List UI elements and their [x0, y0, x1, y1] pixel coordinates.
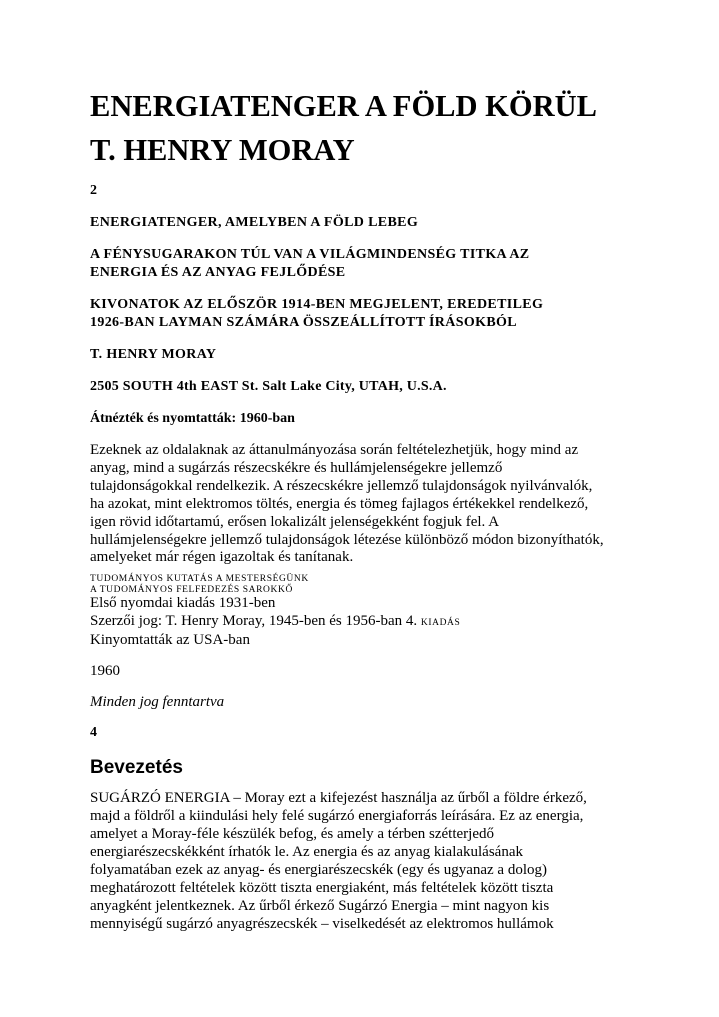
- paragraph-line: ha azokat, mint elektromos töltés, energia és tömeg fajlagos értékekkel rendelkező,: [90, 495, 589, 512]
- paragraph-line: folyamatában ezek az anyag- és energiarészecskék (egy és ugyanaz a dolog): [90, 861, 547, 878]
- paragraph-line: anyagként jelentkeznek. Az űrből érkező Sugárzó Energia – mint nagyon kis: [90, 897, 550, 914]
- author-name: T. HENRY MORAY: [90, 347, 217, 362]
- paragraph-line: Ezeknek az oldalaknak az áttanulmányozása során feltételezhetjük, hogy mind az: [90, 442, 579, 458]
- year: 1960: [90, 662, 120, 679]
- reviewed-note: Átnézték és nyomtatták: 1960-ban: [90, 411, 295, 426]
- excerpt-heading-line: 1926-BAN LAYMAN SZÁMÁRA ÖSSZEÁLLÍTOTT ÍRÁSOKBÓL: [90, 315, 517, 330]
- motto-line: TUDOMÁNYOS KUTATÁS A MESTERSÉGÜNK: [90, 574, 309, 585]
- document-title: ENERGIATENGER A FÖLD KÖRÜL: [90, 89, 598, 123]
- first-print-note: Első nyomdai kiadás 1931-ben: [90, 595, 276, 612]
- paragraph-line: anyag, mind a sugárzás részecskékre és hullámjelenségekre jellemző: [90, 459, 503, 476]
- subtitle: ENERGIATENGER, AMELYBEN A FÖLD LEBEG: [90, 215, 419, 230]
- intro-paragraph: [90, 442, 630, 567]
- motto-line: A TUDOMÁNYOS FELFEDEZÉS SAROKKŐ: [90, 584, 293, 595]
- paragraph-line: meghatározott feltételek között tiszta energiaként, más feltételek között tiszta: [90, 879, 554, 896]
- paragraph-line: SUGÁRZÓ ENERGIA – Moray ezt a kifejezést használja az űrből a földre érkező,: [90, 790, 587, 807]
- section-heading-introduction: Bevezetés: [90, 757, 183, 779]
- excerpt-heading: [90, 296, 630, 332]
- paragraph-line: tulajdonságokkal rendelkezik. A részecskékre jellemző tulajdonságok nyilvánvalók,: [90, 477, 593, 494]
- copyright-note: [90, 613, 630, 633]
- secret-heading-line: A FÉNYSUGARAKON TÚL VAN A VILÁGMINDENSÉG TITKA AZ: [90, 247, 530, 262]
- author-title: T. HENRY MORAY: [90, 133, 355, 167]
- edition-label: KIADÁS: [420, 617, 461, 628]
- paragraph-line: amelyet a Moray-féle készülék befog, és amely a térben szétterjedő: [90, 826, 494, 843]
- document-page: [90, 88, 630, 941]
- paragraph-line: mennyiségű sugárzó anyagrészecskék – viselkedését az elektromos hullámok: [90, 915, 554, 932]
- secret-heading-line: ENERGIA ÉS AZ ANYAG FEJLŐDÉSE: [90, 265, 346, 280]
- paragraph-line: energiarészecskékként írhatók le. Az energia és az anyag kialakulásának: [90, 844, 523, 861]
- page-number: 4: [90, 725, 97, 741]
- page-number: 2: [90, 183, 97, 198]
- paragraph-line: majd a földről a kiindulási hely felé sugárzó energiaforrás leírására. Ez az energia,: [90, 808, 584, 825]
- copyright-text: Szerzői jog: T. Henry Moray, 1945-ben és 1956-ban 4.: [90, 612, 418, 629]
- radiant-energy-paragraph: [90, 790, 630, 933]
- paragraph-line: hullámjelenségekre jellemző tulajdonságok létezése különböző módon bizonyíthatók,: [90, 531, 604, 548]
- paragraph-line: amelyeket már régen igazoltak és tanítanak.: [90, 549, 354, 566]
- printed-in-note: Kinyomtatták az USA-ban: [90, 632, 250, 649]
- rights-note: Minden jog fenntartva: [90, 694, 225, 711]
- address: 2505 SOUTH 4th EAST St. Salt Lake City, UTAH, U.S.A.: [90, 379, 447, 394]
- paragraph-line: igen rövid időtartamú, erősen lokalizált jelenségekként fogjuk fel. A: [90, 513, 500, 530]
- secret-heading: [90, 246, 630, 282]
- excerpt-heading-line: KIVONATOK AZ ELŐSZÖR 1914-BEN MEGJELENT, EREDETILEG: [90, 297, 544, 312]
